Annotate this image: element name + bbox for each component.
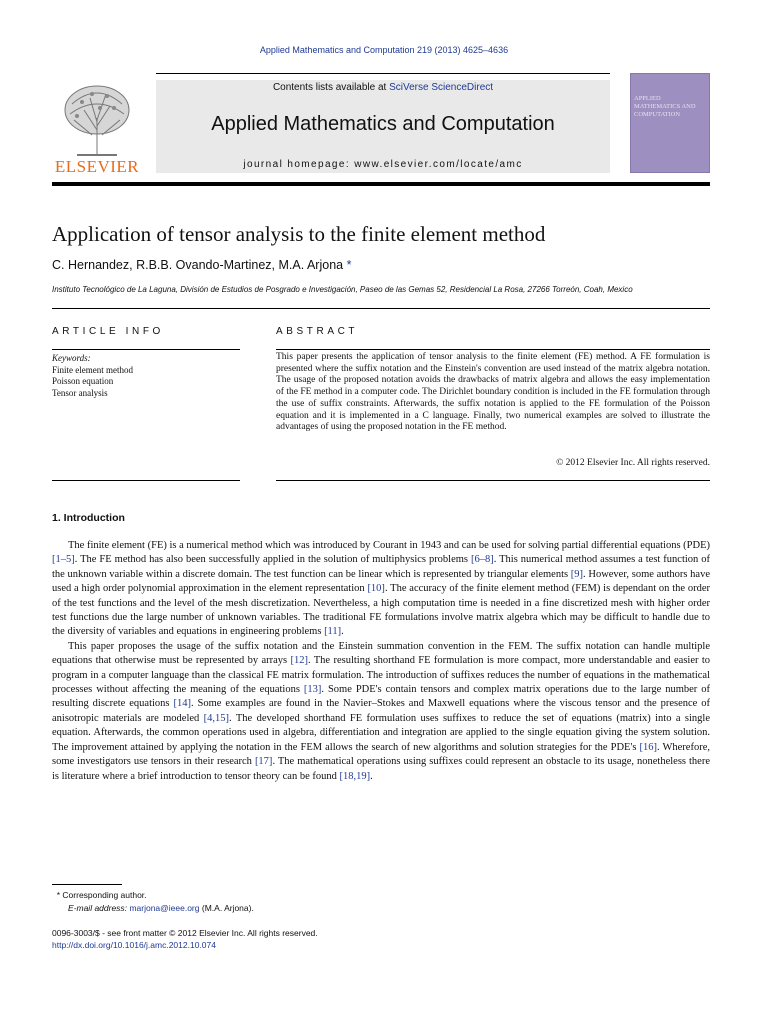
keywords-block xyxy=(52,353,240,399)
citation-link[interactable]: [4,15] xyxy=(203,712,230,724)
email-note xyxy=(52,902,712,915)
issn-block xyxy=(52,927,318,951)
elsevier-wordmark: ELSEVIER xyxy=(54,157,140,176)
intro-paragraph-2 xyxy=(52,640,710,784)
footnote-mark: * xyxy=(56,890,61,900)
article-info-rule xyxy=(52,349,240,350)
introduction-heading: 1. Introduction xyxy=(52,512,125,524)
corresponding-author-mark[interactable]: * xyxy=(346,258,352,272)
article-info-heading: ARTICLE INFO xyxy=(52,326,164,337)
intro-p2-text: . Some examples are found in the Navier–Stokes and Maxwell equations where the viscous tensor and the presence of anisotropic materials are modeled xyxy=(52,698,710,724)
intro-p2-text: . The resulting shorthand FE formulation is more compact, more understandable and easier to program in a computer language than the classical FE matrix formulation. The introduction of suffixes reduces the number of equations in the mathematical processes without affecting the meaning of the equations xyxy=(52,655,710,696)
intro-p2-text: . Wherefore, some investigators use tensors in their research xyxy=(52,741,710,768)
journal-title: Applied Mathematics and Computation xyxy=(211,113,555,135)
intro-p2-text: . The developed shorthand FE formulation uses suffixes to reduce the set of equations (matrix) into a single equation. Afterwards, the common operations used in algebra, differentiation and integration are applied to the single equation giving the system solution. The improvement attained by applying the notation in the FEM allows the search of new algorithms and solution strategies for the PDE's xyxy=(52,712,710,753)
sciencedirect-link[interactable]: SciVerse ScienceDirect xyxy=(389,82,494,93)
journal-homepage[interactable]: journal homepage: www.elsevier.com/locate/amc xyxy=(243,159,523,170)
journal-cover-thumbnail[interactable] xyxy=(630,73,710,173)
intro-p1-text: . The FE method has also been successfully applied in the solution of multiphysics problems xyxy=(74,554,471,566)
article-info-bottom-rule xyxy=(52,480,240,481)
citation-link[interactable]: [9] xyxy=(570,568,584,580)
issn-line: 0096-3003/$ - see front matter © 2012 Elsevier Inc. All rights reserved. xyxy=(52,928,318,938)
email-name: (M.A. Arjona). xyxy=(201,903,254,913)
citation-link[interactable]: [16] xyxy=(639,741,657,753)
keyword-item: Poisson equation xyxy=(52,376,114,386)
contents-line xyxy=(156,82,610,93)
author-list xyxy=(52,258,351,272)
footnote-rule xyxy=(52,884,122,885)
intro-p2-text: This paper proposes the usage of the suffix notation and the Einstein summation convention in the FEM. The suffix notation can handle multiple equations that otherwise must be represented by arrays xyxy=(52,640,710,667)
intro-paragraph-1 xyxy=(52,539,710,640)
citation-link[interactable]: [11] xyxy=(324,626,342,638)
email-label: E-mail address: xyxy=(68,903,128,913)
intro-p2-text: . xyxy=(370,770,373,782)
citation-link[interactable]: [1–5] xyxy=(52,554,75,566)
intro-p1-text: . xyxy=(341,626,344,638)
abstract-copyright: © 2012 Elsevier Inc. All rights reserved. xyxy=(556,458,710,468)
doi-link[interactable]: http://dx.doi.org/10.1016/j.amc.2012.10.074 xyxy=(52,940,216,950)
journal-cover-title: APPLIED MATHEMATICS AND COMPUTATION xyxy=(634,95,696,118)
keyword-item: Tensor analysis xyxy=(52,387,108,398)
abstract-text: This paper presents the application of tensor analysis to the finite element (FE) method. A FE formulation is presented where the suffix notation and the Einstein's convention are used instead of the matrix algebra notation. The usage of the proposed notation avoids the drawbacks of matrix algebra and allows the easy implementation of the FE method in a computer code. The Dirichlet boundary condition is included in the FE formulation through the use of suffix constraints. Afterwards, the suffix notation is applied to the FE formulation of the Poisson equation and it is implemented in a C language. Finally, two numerical examples are solved to illustrate the advantages of using the proposed notation in the FE method. xyxy=(276,352,710,433)
corresponding-author-note xyxy=(52,889,712,902)
abstract-rule xyxy=(276,349,710,350)
intro-p2-text: . The mathematical operations using suffixes could represent an obstacle to its usage, nonetheless there is literature where a brief introduction to tensor theory can be found xyxy=(52,756,710,782)
intro-p1-text: . This numerical method assumes a test function of the unknown variable within a discrete domain. The test function can be linear which is represented by triangular elements xyxy=(52,554,710,580)
header-thick-rule xyxy=(52,182,710,186)
citation-link[interactable]: [12] xyxy=(290,655,308,667)
authors-text: C. Hernandez, R.B.B. Ovando-Martinez, M.A. Arjona xyxy=(52,258,344,272)
header-top-rule xyxy=(156,73,610,74)
keywords-label: Keywords: xyxy=(52,353,91,363)
intro-p1-text: . The accuracy of the finite element method (FEM) is dependant on the order of the test functions and the level of the mesh discretization. Nevertheless, a high computation time is needed in a fine discretized mesh with higher order test functions due the large number of unknown variables. The traditional FE formulations involve matrix algebra which may be difficult to handle due to the diversity of variables and equations in engineering problems xyxy=(52,583,710,638)
title-rule xyxy=(52,308,710,309)
journal-reference[interactable]: Applied Mathematics and Computation 219 (2013) 4625–4636 xyxy=(259,45,509,55)
citation-link[interactable]: [18,19] xyxy=(339,770,371,782)
abstract-bottom-rule xyxy=(276,480,710,481)
introduction-body xyxy=(52,539,710,784)
citation-link[interactable]: [13] xyxy=(303,684,322,696)
citation-link[interactable]: [10] xyxy=(367,583,385,595)
contents-prefix: Contents lists available at xyxy=(272,82,390,93)
footnote xyxy=(52,889,712,915)
citation-link[interactable]: [14] xyxy=(173,698,191,710)
intro-p1-text: The finite element (FE) is a numerical method which was introduced by Courant in 1943 and can be used for solving partial differential equations (PDE) xyxy=(68,540,710,551)
intro-p2-text: . Some PDE's contain tensors and complex matrix operations due to the large number of resulting discrete equations xyxy=(52,684,710,710)
abstract-heading: ABSTRACT xyxy=(276,326,359,337)
citation-link[interactable]: [17] xyxy=(254,756,273,768)
paper-title: Application of tensor analysis to the finite element method xyxy=(52,222,546,246)
keyword-item: Finite element method xyxy=(52,364,133,375)
affiliation: Instituto Tecnológico de La Laguna, División de Estudios de Posgrado e Investigación, Paseo de las Gemas 52, Residencial La Rosa, 27266 Torreón, Coah, Mexico xyxy=(52,285,633,294)
corresponding-author-text: Corresponding author. xyxy=(62,890,147,900)
intro-p1-text: . However, some authors have used a high order polynomial approximation in the element representation xyxy=(52,568,710,595)
email-link[interactable]: marjona@ieee.org xyxy=(129,903,200,913)
citation-link[interactable]: [6–8] xyxy=(470,554,494,566)
